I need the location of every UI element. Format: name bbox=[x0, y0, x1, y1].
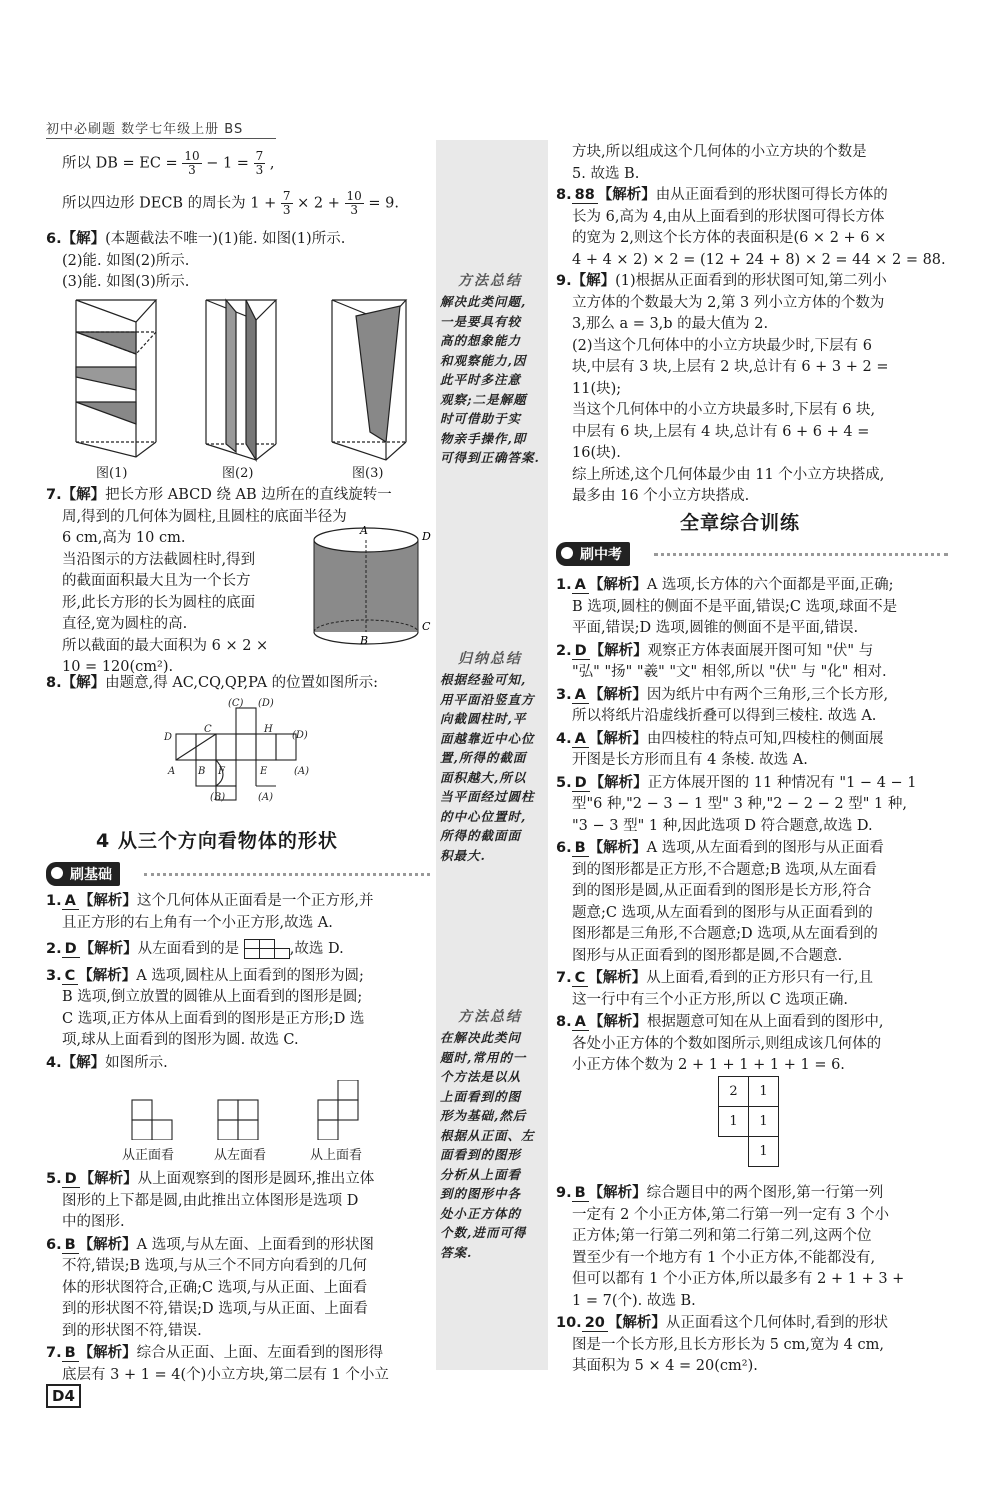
net-label: C bbox=[204, 724, 212, 735]
three-views-figure bbox=[120, 1080, 380, 1140]
prism-figure-3 bbox=[332, 300, 406, 460]
cube-net-figure bbox=[160, 696, 320, 806]
q8-block: 8.【解】由题意,得 AC,CQ,QP,PA 的位置如图所示: bbox=[46, 674, 379, 691]
sidebar-box3-body: 在解决此类问 题时,常用的一 个方法是以从 上面看到的图 形为基础,然后 根据从正面、左 面看到的图形 分析从上面看 到的图形中各 处小正方体的 个数,进而可得 答案. bbox=[440, 1030, 535, 1260]
view-caption-front: 从正面看 bbox=[122, 1148, 175, 1163]
fraction: $\frac{7}{3}$ bbox=[255, 149, 264, 177]
list-item: 9. B 【解析】综合题目中的两个图形,第一行第一列 bbox=[556, 1184, 884, 1201]
page-header: 初中必刷题 数学七年级上册 BS bbox=[46, 122, 244, 137]
right-top: 方块,所以组成这个几何体的小立方块的个数是 5. 故选 B. bbox=[572, 144, 867, 182]
sidebar-box2-title: 归纳总结 bbox=[458, 651, 522, 667]
q6-block: 6.【解】(本题截法不唯一)(1)能. 如图(1)所示. (2)能. 如图(2)所示. (3)能. 如图(3)所示. bbox=[46, 230, 346, 290]
right-q8: 8. 88 【解析】由从正面看到的形状图可得长方体的 长为 6,高为 4,由从上面看到的形状图可得长方体 的宽为 2,则这个长方体的表面积是(6 × 2 + 6 × 4 + 4 × 2) × 2 = (12 + 24 + 8) × 2 = 44 × 2 = 88. bbox=[556, 186, 946, 268]
net-label: F bbox=[218, 766, 225, 777]
fraction: $\frac{10}{3}$ bbox=[184, 149, 200, 177]
section-4-title: 4 从三个方向看物体的形状 bbox=[96, 830, 338, 852]
list-item: 6. B 【解析】A 选项,从左面看到的图形与从正面看 bbox=[556, 839, 884, 856]
prism-figure-1 bbox=[76, 300, 156, 457]
fraction: $\frac{7}{3}$ bbox=[282, 189, 291, 217]
list-item: 4. A 【解析】由四棱柱的特点可知,四棱柱的侧面展 bbox=[556, 729, 884, 747]
sidebar-box3-title: 方法总结 bbox=[458, 1009, 522, 1025]
net-label: (A) bbox=[294, 766, 310, 777]
net-label: (D) bbox=[258, 698, 274, 709]
list-item: 8. A 【解析】根据题意可知在从上面看到的图形中, bbox=[556, 1013, 884, 1030]
view-caption-top: 从上面看 bbox=[310, 1148, 363, 1163]
exam-items-2: 9. B 【解析】综合题目中的两个图形,第一行第一列 一定有 2 个小正方体,第二行第一列一定有 3 个小 正方体;第一行第二列和第二行第二列,这两个位 置至少有一个地方有 1 个小正方体,不能都没有, 但可以都有 1 个小正方体,所以最多有 2 + 1 + 3 + 1 = 7(个). 故选 B. 10. 20 【解析】从正面看这个几何体时,看到的形状 图是一个长方形,且长方形长为 5 cm,宽为 4 cm, 其面积为 5 × 4 = 20(cm²). bbox=[556, 1182, 948, 1378]
basic-items-2: 5. D 【解析】从上面观察到的图形是圆环,推出立体 图形的上下都是圆,由此推出立体图形是选项 D 中的图形. 6. B 【解析】A 选项,与从左面、上面看到的形状图 不符,错误;B 选项,与从三个不同方向看到的几何 体的形状图符合,正确;C 选项,与从正面、上面看 到的形状图不符,错误;D 选项,与从正面、上面看 到的形状图不符,错误. 7. B 【解析】综合从正面、上面、左面看到的图形得 底层有 3 + 1 = 4(个)小立方块,第二层有 1 个小立 bbox=[46, 1168, 430, 1386]
net-label: (D) bbox=[292, 730, 308, 741]
chapter-review-title: 全章综合训练 bbox=[680, 512, 801, 534]
badge-row-1 bbox=[46, 862, 430, 886]
net-label: H bbox=[264, 724, 273, 735]
list-item: 3. C 【解析】A 选项,圆柱从上面看到的图形为圆; bbox=[46, 966, 364, 984]
exam-items: 1. A 【解析】A 选项,长方体的六个面都是平面,正确; B 选项,圆柱的侧面不是平面,错误;C 选项,球面不是 平面,错误;D 选项,圆锥的侧面不是平面,错误. 2. D 【解析】观察正方体表面展开图可知 "伏" 与 "弘" "扬" "羲" "文" 相邻,所以 "伏" 与 "化" 相对. 3. A 【解析】因为纸片中有两个三角形,三个长方形, 所以将纸片沿虚线折叠可以得到三棱柱. 故选 A. 4. A 【解析】由四棱柱的特点可知,四棱柱的侧面展 开图是长方形而且有 4 条棱. 故选 A. 5. D 【解析】正方体展开图的 11 种情况有 "1 − 4 − 1 型"6 种,"2 − 3 − 1 型" 3 种,"2 − 2 − 2 型" 1 种, "3 − 3 型" 1 种,因此选项 D 符合题意,故选 D. 6. B 【解析】A 选项,从左面看到的图形与从正面看 到的图形都是正方形,不合题意;B 选项,从左面看 到的图形是圆,从正面看到的图形是长方形,符合 题意;C 选项,从左面看到的图形与从正面看到的 图形都是三角形,不合题意;D 选项,从左面看到的 图形与从正面看到的图形都是圆,不合题意. 7. C 【解析】从上面看,看到的正方形只有一行,且 这一行中有三个小正方形,所以 C 选项正确. 8. A 【解析】根据题意可知在从上面看到的图形中, 各处小正方体的个数如图所示,则组成该几何体的 小正方体个数为 2 + 1 + 1 + 1 + 1 = 6. bbox=[556, 574, 948, 1077]
cyl-label-C: C bbox=[422, 620, 431, 633]
list-item: 1. A 【解析】这个几何体从正面看是一个正方形,并 bbox=[46, 892, 374, 909]
header-rule bbox=[46, 138, 276, 139]
fig-caption-1: 图(1) bbox=[96, 466, 128, 481]
list-item: 5. D 【解析】正方体展开图的 11 种情况有 "1 − 4 − 1 bbox=[556, 773, 917, 791]
net-label: D bbox=[164, 732, 173, 743]
net-label: A bbox=[168, 766, 176, 777]
fig-caption-3: 图(3) bbox=[352, 466, 384, 481]
left-line-2: 所以四边形 DECB 的周长为 1 + $\frac{7}{3}$ × 2 + $\frac{10}{3}$ = 9. bbox=[62, 189, 399, 217]
count-grid: 2 1 1 1 1 bbox=[718, 1076, 778, 1172]
net-label: B bbox=[198, 766, 206, 777]
list-item: 1. A 【解析】A 选项,长方体的六个面都是平面,正确; bbox=[556, 576, 894, 593]
badge-exam: 刷中考 bbox=[556, 542, 630, 566]
q7-block: 7.【解】把长方形 ABCD 绕 AB 边所在的直线旋转一 周,得到的几何体为圆柱,且圆柱的底面半径为 6 cm,高为 10 cm. 当沿图示的方法截圆柱时,得到 的截面面积最大且为一个长方 形,此长方形的长为圆柱的底面 直径,宽为圆柱的高. 所以截面的最大面积为 6 × 2 × 10 = 120(cm²). bbox=[46, 486, 392, 675]
prism-figures bbox=[60, 292, 420, 482]
sidebar-box2-body: 根据经验可知, 用平面沿竖直方 向截圆柱时,平 面越靠近中心位 置,所得的截面 面积越大,所以 当平面经过圆柱 的中心位置时, 所得的截面面 积最大. bbox=[440, 672, 535, 863]
view-caption-left: 从左面看 bbox=[214, 1148, 267, 1163]
cylinder-figure bbox=[302, 522, 434, 652]
list-item: 7. B 【解析】综合从正面、上面、左面看到的图形得 bbox=[46, 1344, 384, 1361]
cyl-label-A: A bbox=[360, 524, 368, 537]
net-label: (B) bbox=[210, 792, 226, 803]
sidebar-box1-title: 方法总结 bbox=[458, 273, 522, 289]
view-shape-icon bbox=[244, 939, 290, 959]
net-label: E bbox=[260, 766, 268, 777]
fraction: $\frac{10}{3}$ bbox=[346, 189, 362, 217]
left-line-1: 所以 DB = EC = $\frac{10}{3}$ − 1 = $\frac{7}{3}$ , bbox=[62, 149, 275, 177]
cyl-label-D: D bbox=[422, 530, 431, 543]
list-item: 7. C 【解析】从上面看,看到的正方形只有一行,且 bbox=[556, 969, 873, 986]
list-item: 10. 20 【解析】从正面看这个几何体时,看到的形状 bbox=[556, 1314, 888, 1331]
badge-basic: 刷基础 bbox=[46, 862, 120, 886]
cyl-label-B: B bbox=[360, 634, 369, 647]
list-item: 2. D 【解析】观察正方体表面展开图可知 "伏" 与 bbox=[556, 641, 874, 659]
page-number: D4 bbox=[46, 1384, 81, 1408]
right-q9: 9.【解】(1)根据从正面看到的形状图可知,第二列小 立方体的个数最大为 2,第 3 列小立方体的个数为 3,那么 a = 3,b 的最大值为 2. (2)当这个几何体中的小立方块最少时,下层有 6 块,中层有 3 块,上层有 2 块,总计有 6 + 3 + 2 = 11(块); 当这个几何体中的小立方块最多时,下层有 6 块, 中层有 6 块,上层有 4 块,总计有 6 + 6 + 4 = 16(块). 综上所述,这个几何体最少由 11 个小立方块搭成, 最多由 16 个小立方块搭成. bbox=[556, 272, 889, 504]
prism-figure-2 bbox=[206, 300, 276, 460]
fig-caption-2: 图(2) bbox=[222, 466, 254, 481]
net-label: (A) bbox=[258, 792, 274, 803]
list-item: 2. D 【解析】从左面看到的是 ,故选 D. bbox=[46, 940, 344, 957]
list-item: 5. D 【解析】从上面观察到的图形是圆环,推出立体 bbox=[46, 1170, 375, 1187]
basic-items: 1. A 【解析】这个几何体从正面看是一个正方形,并 且正方形的右上角有一个小正方形,故选 A. 2. D 【解析】从左面看到的是 ,故选 D. 3. C 【解析】A 选项,圆柱从上面看到的图形为圆; B 选项,倒立放置的圆锥从上面看到的图形是圆; C 选项,正方体从上面看到的图形是正方形;D 选 项,球从上面看到的图形为圆. 故选 C. 4.【解】如图所示. bbox=[46, 890, 430, 1074]
list-item: 4.【解】如图所示. bbox=[46, 1053, 168, 1071]
list-item: 3. A 【解析】因为纸片中有两个三角形,三个长方形, bbox=[556, 685, 889, 703]
sidebar-box1-body: 解决此类问题, 一是要具有较 高的想象能力 和观察能力,因 此平时多注意 观察;二是解题 时可借助于实 物亲手操作,即 可得到正确答案. bbox=[440, 294, 540, 465]
badge-row-2 bbox=[556, 542, 948, 566]
list-item: 6. B 【解析】A 选项,与从左面、上面看到的形状图 bbox=[46, 1235, 374, 1253]
net-label: (C) bbox=[228, 698, 244, 709]
